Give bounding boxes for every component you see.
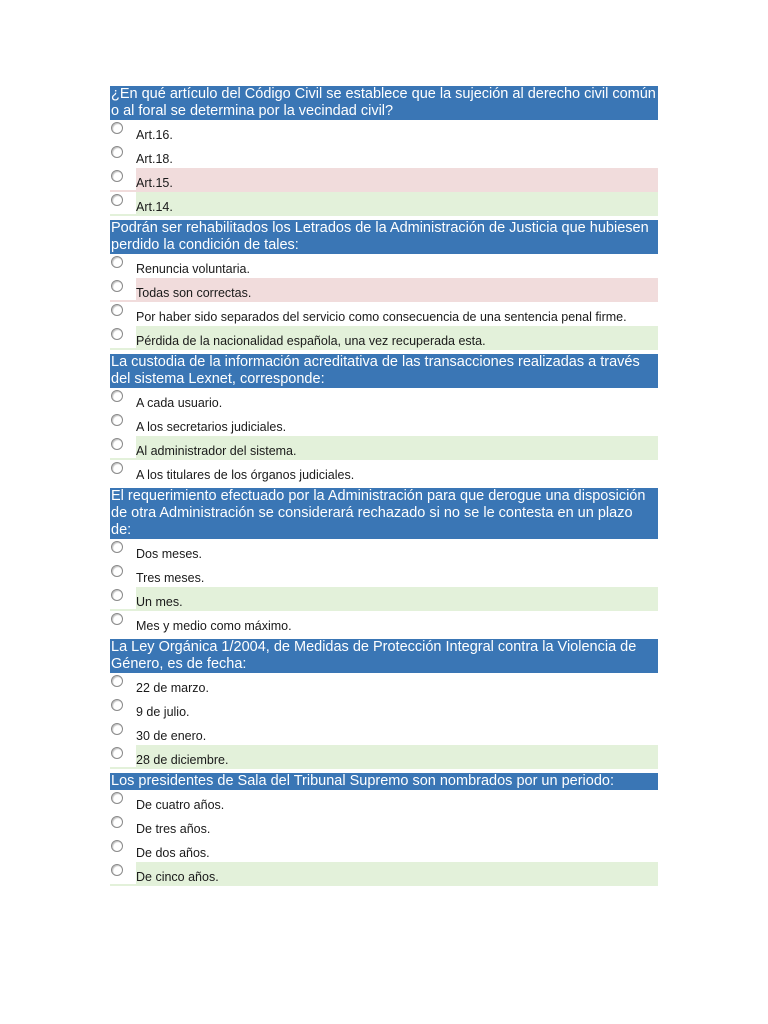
answer-option[interactable] <box>110 721 658 745</box>
radio-button-icon[interactable] <box>111 390 123 402</box>
radio-button-icon[interactable] <box>111 864 123 876</box>
answer-option[interactable] <box>110 120 658 144</box>
answer-option[interactable] <box>110 673 658 697</box>
answer-option[interactable] <box>110 862 658 886</box>
question-3-text: La custodia de la información acreditativa de las transacciones realizadas a través del sistema Lexnet, corresponde: <box>110 354 658 388</box>
answer-option[interactable] <box>110 168 658 192</box>
answer-option[interactable] <box>110 697 658 721</box>
answer-option-label: De cuatro años. <box>136 798 225 812</box>
answer-option-label: Art.15. <box>136 176 173 190</box>
question-2-text: Podrán ser rehabilitados los Letrados de la Administración de Justicia que hubiesen perdido la condición de tales: <box>110 220 658 254</box>
answer-option-label: Por haber sido separados del servicio como consecuencia de una sentencia penal firme. <box>136 310 627 324</box>
radio-button-icon[interactable] <box>111 747 123 759</box>
answer-option[interactable] <box>110 412 658 436</box>
answer-option[interactable] <box>110 144 658 168</box>
answer-option-label: 30 de enero. <box>136 729 207 743</box>
radio-button-icon[interactable] <box>111 816 123 828</box>
radio-button-icon[interactable] <box>111 122 123 134</box>
answer-option[interactable] <box>110 587 658 611</box>
answer-option-label: Dos meses. <box>136 547 202 561</box>
radio-button-icon[interactable] <box>111 414 123 426</box>
radio-button-icon[interactable] <box>111 792 123 804</box>
answer-option-label: De dos años. <box>136 846 210 860</box>
radio-button-icon[interactable] <box>111 462 123 474</box>
answer-option-label: A los secretarios judiciales. <box>136 420 287 434</box>
radio-button-icon[interactable] <box>111 304 123 316</box>
radio-button-icon[interactable] <box>111 613 123 625</box>
answer-option-label: Art.18. <box>136 152 173 166</box>
radio-button-icon[interactable] <box>111 280 123 292</box>
answer-option-label: Pérdida de la nacionalidad española, una vez recuperada esta. <box>136 334 486 348</box>
answer-option-label: Al administrador del sistema. <box>136 444 297 458</box>
radio-button-icon[interactable] <box>111 723 123 735</box>
answer-option[interactable] <box>110 790 658 814</box>
question-4-text: El requerimiento efectuado por la Administración para que derogue una disposición de otra Administración se considerará rechazado si no se le contesta en un plazo de: <box>110 488 658 539</box>
answer-option[interactable] <box>110 611 658 635</box>
answer-option[interactable] <box>110 192 658 216</box>
radio-button-icon[interactable] <box>111 146 123 158</box>
answer-option[interactable] <box>110 326 658 350</box>
radio-button-icon[interactable] <box>111 699 123 711</box>
question-1-text: ¿En qué artículo del Código Civil se establece que la sujeción al derecho civil común o al foral se determina por la vecindad civil? <box>110 86 658 120</box>
radio-button-icon[interactable] <box>111 328 123 340</box>
answer-option[interactable] <box>110 436 658 460</box>
answer-option-label: 28 de diciembre. <box>136 753 229 767</box>
answer-option[interactable] <box>110 302 658 326</box>
answer-option[interactable] <box>110 254 658 278</box>
question-5-text: La Ley Orgánica 1/2004, de Medidas de Protección Integral contra la Violencia de Género, es de fecha: <box>110 639 658 673</box>
answer-option-label: 22 de marzo. <box>136 681 209 695</box>
answer-option-label: Renuncia voluntaria. <box>136 262 250 276</box>
radio-button-icon[interactable] <box>111 194 123 206</box>
answer-option[interactable] <box>110 838 658 862</box>
question-6-text: Los presidentes de Sala del Tribunal Supremo son nombrados por un periodo: <box>110 773 658 790</box>
answer-option[interactable] <box>110 563 658 587</box>
answer-option-label: Mes y medio como máximo. <box>136 619 292 633</box>
radio-button-icon[interactable] <box>111 589 123 601</box>
answer-option[interactable] <box>110 745 658 769</box>
answer-option[interactable] <box>110 278 658 302</box>
radio-button-icon[interactable] <box>111 541 123 553</box>
answer-option[interactable] <box>110 539 658 563</box>
answer-option-label: Un mes. <box>136 595 183 609</box>
answer-option-label: Art.14. <box>136 200 173 214</box>
radio-button-icon[interactable] <box>111 438 123 450</box>
answer-option[interactable] <box>110 460 658 484</box>
quiz-list <box>110 86 658 886</box>
answer-option-label: A cada usuario. <box>136 396 223 410</box>
radio-button-icon[interactable] <box>111 675 123 687</box>
radio-button-icon[interactable] <box>111 840 123 852</box>
answer-option-label: De tres años. <box>136 822 211 836</box>
answer-option-label: Art.16. <box>136 128 173 142</box>
answer-option-label: De cinco años. <box>136 870 219 884</box>
answer-option-label: Todas son correctas. <box>136 286 252 300</box>
answer-option[interactable] <box>110 814 658 838</box>
answer-option[interactable] <box>110 388 658 412</box>
radio-button-icon[interactable] <box>111 256 123 268</box>
answer-option-label: Tres meses. <box>136 571 205 585</box>
radio-button-icon[interactable] <box>111 565 123 577</box>
answer-option-label: A los titulares de los órganos judiciales. <box>136 468 355 482</box>
answer-option-label: 9 de julio. <box>136 705 190 719</box>
radio-button-icon[interactable] <box>111 170 123 182</box>
